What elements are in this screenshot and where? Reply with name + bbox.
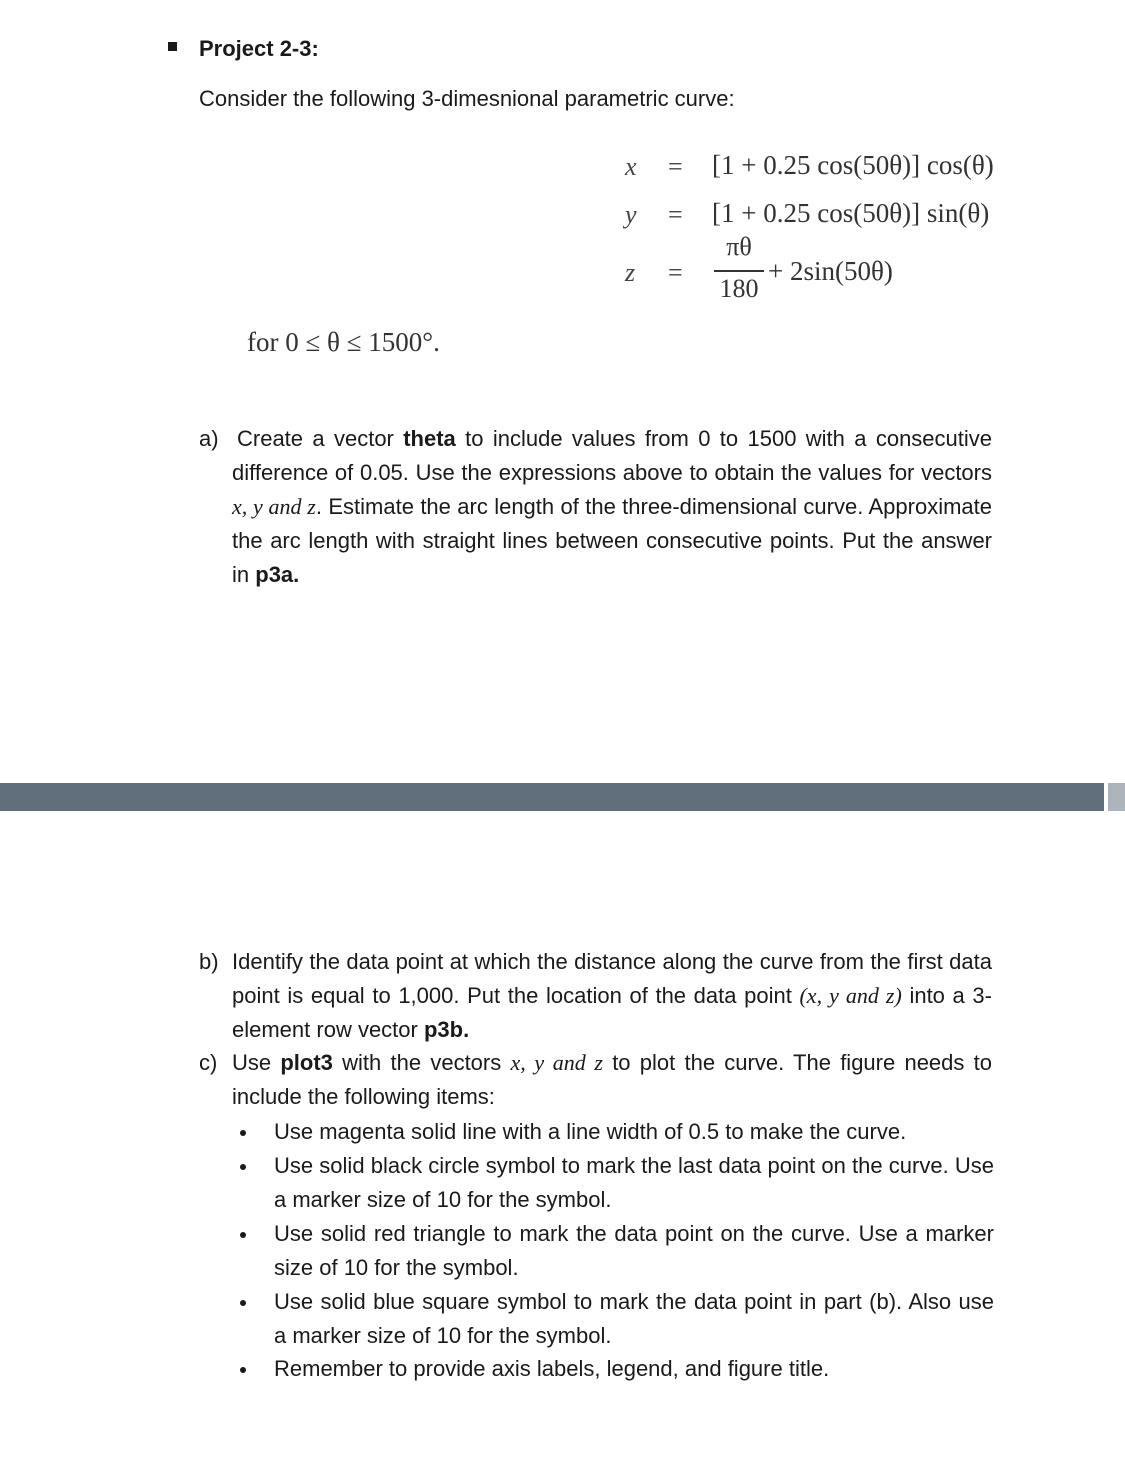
part-c-text: Use plot3 with the vectors x, y and z to plot the curve. The figure needs to include the following items: [232,1050,992,1109]
part-b-xyz: (x, y and z) [799,983,902,1008]
eq-z-var: z [625,258,636,287]
theta-range: for 0 ≤ θ ≤ 1500°. [247,327,440,357]
part-a-xyz: x, y and z [232,494,316,519]
eq-z-numerator: πθ [726,232,752,261]
answer-p3a: p3a. [255,562,300,587]
answer-p3b: p3b. [423,1017,470,1042]
eq-y-rhs: [1 + 0.25 cos(50θ)] sin(θ) [712,198,990,228]
list-bullet-icon [168,42,177,51]
part-b-label: b) [199,949,219,974]
eq-y-var: y [625,200,637,229]
plot3-keyword: plot3 [280,1050,333,1075]
bullet-icon [240,1300,246,1306]
part-a-text: Create a vector theta to include values from 0 to 1500 with a consecutive difference of 0.05. Use the expressions above to obtain the values for vectors x, y and z. Estimate the arc length of the three-dimensional curve. Approximate the arc length with straight lines between consecutive points. Put the answer in p3a. [232,426,993,587]
page-divider [0,783,1104,811]
fraction-bar [714,270,764,272]
part-b-text: Identify the data point at which the distance along the curve from the first data point is equal to 1,000. Put the location of the data point (x, y and z) into a 3-element row vector p3b. [232,949,992,1042]
list-item: Use solid blue square symbol to mark the data point in part (b). Also use a marker size of 10 for the symbol. [274,1289,994,1348]
eq-z-denominator: 180 [719,274,759,303]
page-divider-end [1108,783,1125,811]
theta-keyword: theta [403,426,456,451]
eq-y-equals: = [668,200,683,229]
list-item: Use solid red triangle to mark the data point on the curve. Use a marker size of 10 for the symbol. [274,1221,994,1280]
bullet-icon [240,1232,246,1238]
eq-x-equals: = [668,152,683,181]
part-c-xyz: x, y and z [510,1050,603,1075]
bullet-icon [240,1164,246,1170]
part-a-label: a) [199,426,219,451]
eq-z-equals: = [668,258,683,287]
part-c-label: c) [199,1050,218,1075]
bullet-icon [240,1130,246,1136]
project-title: Project 2-3: [199,36,319,61]
list-item: Use solid black circle symbol to mark the last data point on the curve. Use a marker size of 10 for the symbol. [274,1153,994,1212]
eq-x-var: x [625,152,637,181]
list-item: Remember to provide axis labels, legend, and figure title. [274,1356,830,1381]
bullet-icon [240,1367,246,1373]
list-item: Use magenta solid line with a line width of 0.5 to make the curve. [274,1119,907,1144]
eq-z-rest: + 2sin(50θ) [768,256,893,286]
intro-text: Consider the following 3-dimesnional parametric curve: [199,86,735,111]
eq-x-rhs: [1 + 0.25 cos(50θ)] cos(θ) [712,150,994,180]
